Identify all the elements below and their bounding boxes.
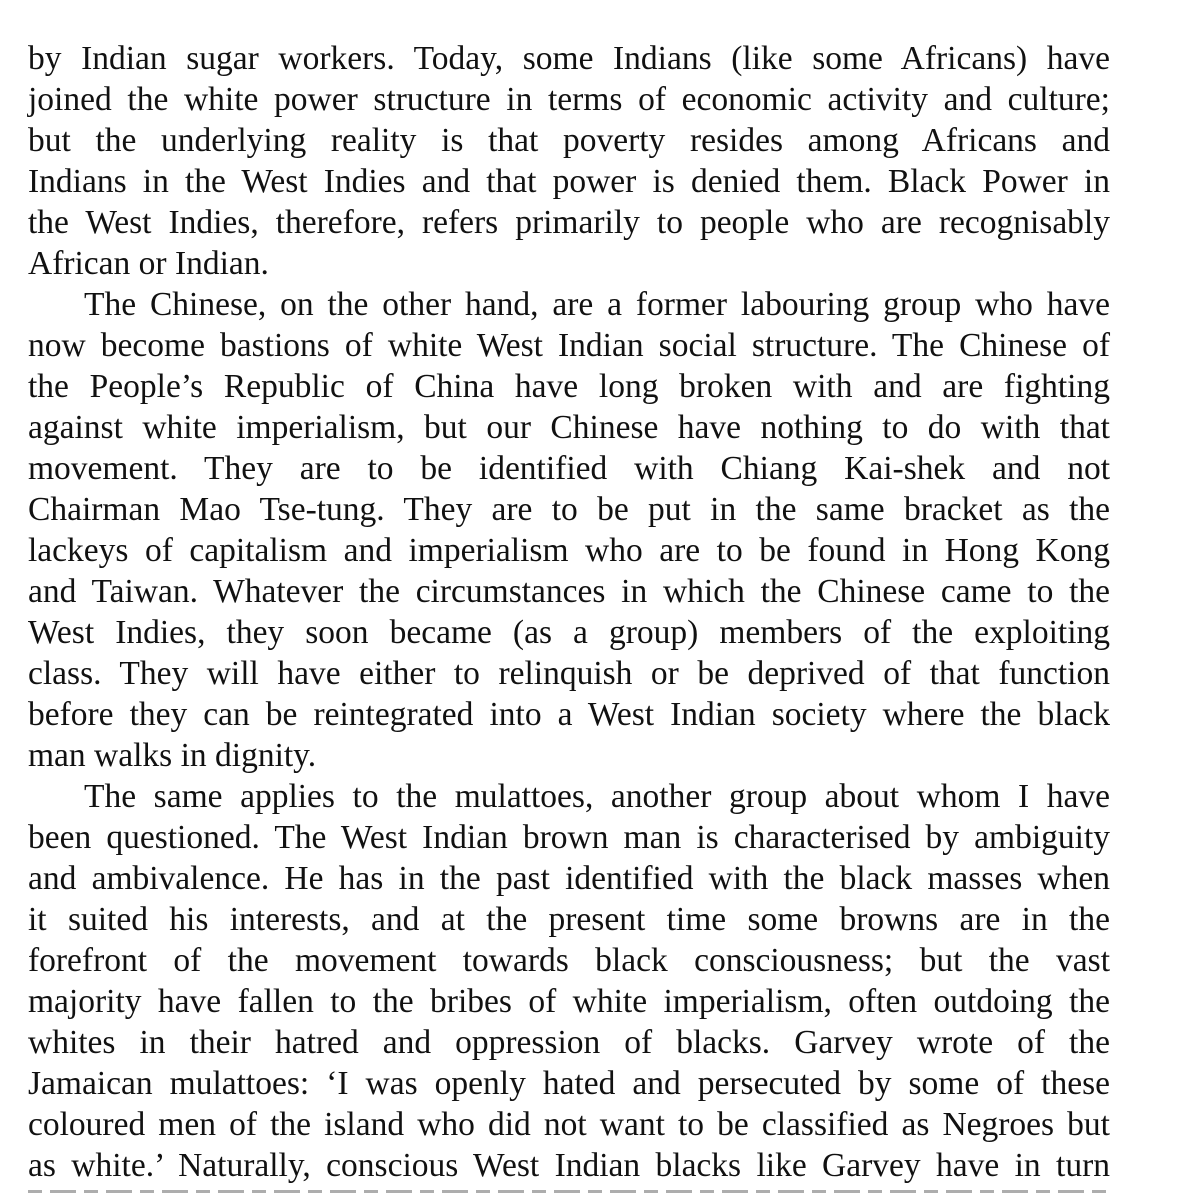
cut-off-next-line	[28, 1186, 1110, 1194]
text-line: joined the white power structure in terms of economic activity and culture;	[28, 81, 1110, 118]
text-line: whites in their hatred and oppression of blacks. Garvey wrote of the	[28, 1024, 1110, 1061]
text-line: African or Indian.	[28, 245, 269, 282]
paragraph-3	[28, 776, 1110, 1186]
text-line: The same applies to the mulattoes, another group about whom I have	[84, 778, 1110, 815]
text-line: majority have fallen to the bribes of white imperialism, often outdoing the	[28, 983, 1110, 1020]
text-line: by Indian sugar workers. Today, some Indians (like some Africans) have	[28, 40, 1110, 77]
text-line: The Chinese, on the other hand, are a former labouring group who have	[84, 286, 1110, 323]
text-line: movement. They are to be identified with Chiang Kai-shek and not	[28, 450, 1110, 487]
text-line: class. They will have either to relinquish or be deprived of that function	[28, 655, 1110, 692]
text-line: the West Indies, therefore, refers primarily to people who are recognisably	[28, 204, 1110, 241]
text-line: it suited his interests, and at the present time some browns are in the	[28, 901, 1110, 938]
text-line: coloured men of the island who did not want to be classified as Negroes but	[28, 1106, 1110, 1143]
paragraph-2	[28, 284, 1110, 776]
text-line: Indians in the West Indies and that power is denied them. Black Power in	[28, 163, 1110, 200]
document-page	[28, 38, 1110, 1186]
text-line: and Taiwan. Whatever the circumstances in which the Chinese came to the	[28, 573, 1110, 610]
paragraph-1	[28, 38, 1110, 284]
text-line: against white imperialism, but our Chinese have nothing to do with that	[28, 409, 1110, 446]
text-line: as white.’ Naturally, conscious West Indian blacks like Garvey have in turn	[28, 1147, 1110, 1184]
text-line: man walks in dignity.	[28, 737, 317, 774]
text-line: now become bastions of white West Indian social structure. The Chinese of	[28, 327, 1110, 364]
text-line: Jamaican mulattoes: ‘I was openly hated and persecuted by some of these	[28, 1065, 1110, 1102]
text-line: been questioned. The West Indian brown man is characterised by ambiguity	[28, 819, 1110, 856]
text-line: before they can be reintegrated into a West Indian society where the black	[28, 696, 1110, 733]
text-line: lackeys of capitalism and imperialism who are to be found in Hong Kong	[28, 532, 1110, 569]
partial-text-line	[28, 1190, 1110, 1193]
text-line: Chairman Mao Tse-tung. They are to be put in the same bracket as the	[28, 491, 1110, 528]
text-line: West Indies, they soon became (as a group) members of the exploiting	[28, 614, 1110, 651]
text-line: forefront of the movement towards black consciousness; but the vast	[28, 942, 1110, 979]
text-line: and ambivalence. He has in the past identified with the black masses when	[28, 860, 1110, 897]
text-line: but the underlying reality is that poverty resides among Africans and	[28, 122, 1110, 159]
text-line: the People’s Republic of China have long broken with and are fighting	[28, 368, 1110, 405]
